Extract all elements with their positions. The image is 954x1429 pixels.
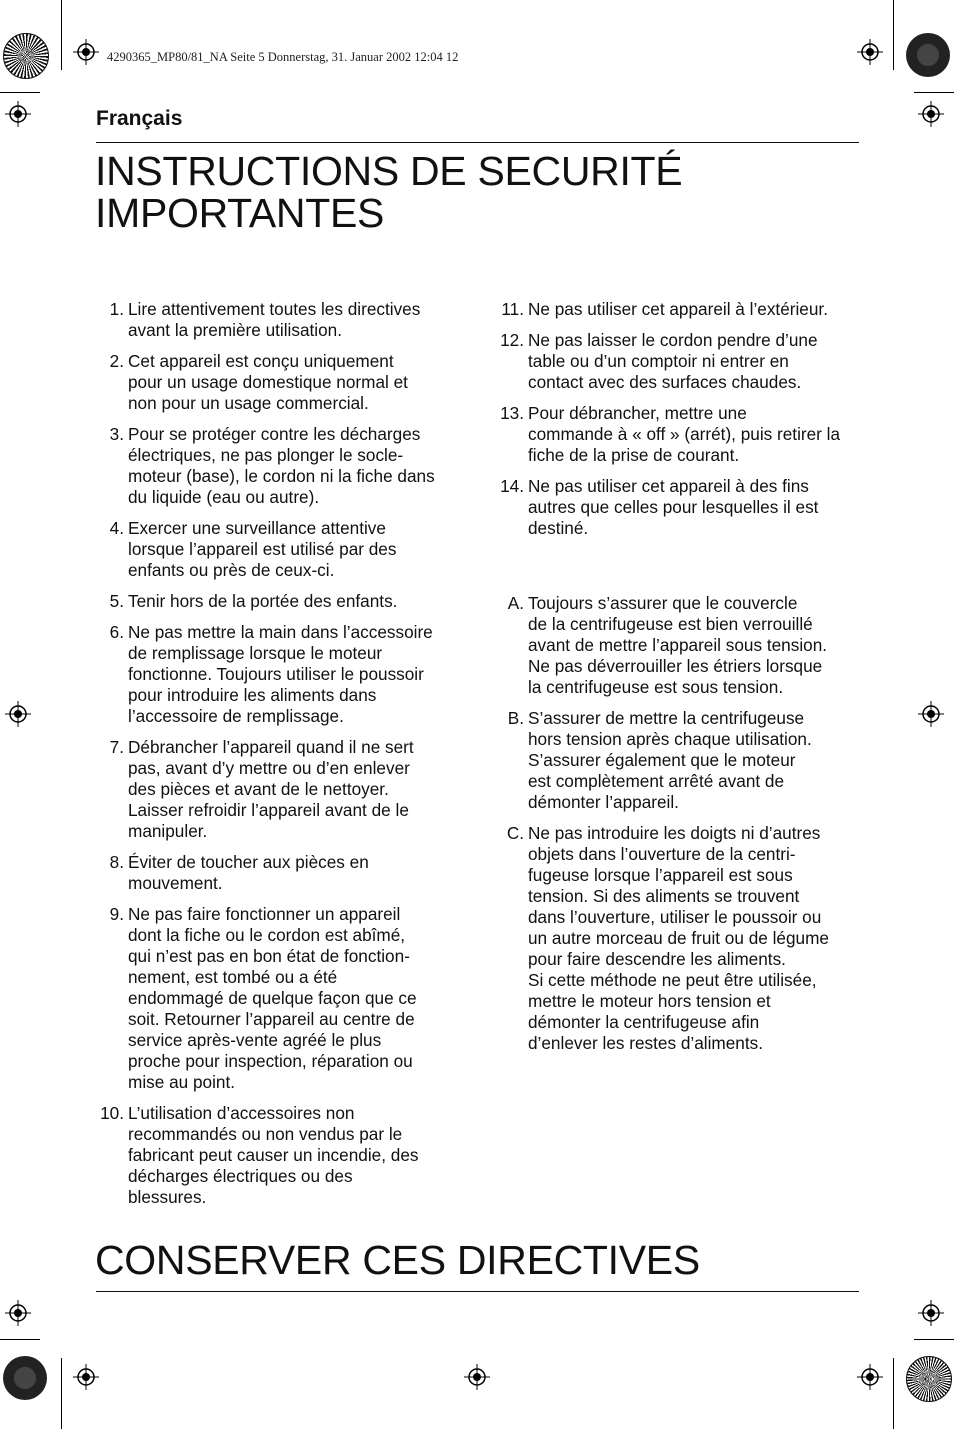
list-item [490,823,862,1054]
list-item [490,476,862,539]
item-letter: C. [506,823,524,843]
item-text: Éviter de toucher aux pièces en mouvement. [128,852,369,893]
registration-star-icon [3,33,49,79]
item-text: Pour débrancher, mettre une commande à « off » (arrét), puis retirer la fiche de la prise de courant. [528,403,841,465]
registration-crosshair-icon [5,1300,31,1326]
item-text: Exercer une surveillance attentive lorsque l’appareil est utilisé par des enfants ou près de ceux-ci. [128,518,397,580]
item-text: Lire attentivement toutes les directives avant la première utilisation. [128,299,421,340]
list-item [90,351,462,414]
print-slug: 4290365_MP80/81_NA Seite 5 Donnerstag, 31. Januar 2002 12:04 12 [107,50,459,64]
crop-line [0,1339,40,1340]
item-text: Ne pas faire fonctionner un appareil dont la fiche ou le cordon est abîmé, qui n’est pas en bon état de fonction- nement, est tombé ou a été endommagé de quelque façon que ce soit. Retourner l’appareil au centre de service après-vente agréé le plus proche pour inspection, réparation ou mise au point. [128,904,417,1092]
safety-list-right [490,299,862,549]
item-text: Ne pas utiliser cet appareil à des fins autres que celles pour lesquelles il est destiné. [528,476,819,538]
item-text: Ne pas utiliser cet appareil à l’extérieur. [528,299,828,319]
registration-crosshair-icon [5,101,31,127]
item-text: Ne pas laisser le cordon pendre d’une table ou d’un comptoir ni entrer en contact avec des surfaces chaudes. [528,330,818,392]
item-text: Cet appareil est conçu uniquement pour un usage domestique normal et non pour un usage commercial. [128,351,408,413]
item-number: 3. [109,424,124,444]
footer-title: CONSERVER CES DIRECTIVES [95,1237,700,1283]
page-title: INSTRUCTIONS DE SECURITÉ IMPORTANTES [95,148,683,236]
list-item [90,424,462,508]
registration-crosshair-icon [5,701,31,727]
item-number: 2. [109,351,124,371]
list-item [490,299,862,320]
item-text: Toujours s’assurer que le couvercle de la centrifugeuse est bien verrouillé avant de mettre l’appareil sous tension. Ne pas déverrouiller les étriers lorsque la centrifugeuse est sous tension. [528,593,828,697]
item-number: 12. [500,330,524,350]
item-text: Tenir hors de la portée des enfants. [128,591,398,611]
item-text: Ne pas introduire les doigts ni d’autres objets dans l’ouverture de la centri- fugeuse lorsque l’appareil est sous tension. Si des aliments se trouvent dans l’ouverture, utiliser le poussoir ou un autre morceau de fruit ou de légume pour faire descendre les aliments. Si cette méthode ne peut être utilisée, mettre le moteur hors tension et démonter la centrifugeuse afin d’enlever les restes d’aliments. [528,823,829,1053]
item-number: 6. [109,622,124,642]
juicer-safety-list [490,593,862,1064]
crop-line [914,92,954,93]
list-item [90,737,462,842]
registration-crosshair-icon [73,1364,99,1390]
registration-crosshair-icon [857,39,883,65]
list-item [90,622,462,727]
item-number: 9. [109,904,124,924]
crop-line [61,0,62,70]
item-number: 14. [500,476,524,496]
item-letter: A. [507,593,524,613]
crop-line [893,0,894,70]
registration-crosshair-icon [464,1364,490,1390]
density-target-icon [3,1356,47,1400]
registration-crosshair-icon [918,1300,944,1326]
item-number: 10. [100,1103,124,1123]
list-item [90,852,462,894]
density-target-icon [906,33,950,77]
item-number: 11. [501,299,524,319]
item-number: 7. [109,737,124,757]
list-item [490,593,862,698]
registration-crosshair-icon [918,101,944,127]
header-divider [96,142,859,143]
item-text: Ne pas mettre la main dans l’accessoire de remplissage lorsque le moteur fonctionne. Toujours utiliser le poussoir pour introduire les aliments dans l’accessoire de remplissage. [128,622,433,726]
crop-line [0,92,40,93]
item-text: L’utilisation d’accessoires non recommandés ou non vendus par le fabricant peut causer un incendie, des décharges électriques ou des blessures. [128,1103,419,1207]
list-item [490,330,862,393]
registration-crosshair-icon [857,1364,883,1390]
item-text: Débrancher l’appareil quand il ne sert pas, avant d’y mettre ou d’en enlever des pièces et avant de le nettoyer. Laisser refroidir l’appareil avant de le manipuler. [128,737,414,841]
registration-crosshair-icon [73,39,99,65]
item-number: 8. [109,852,124,872]
registration-crosshair-icon [918,701,944,727]
footer-divider [96,1291,859,1292]
list-item [490,708,862,813]
list-item [90,299,462,341]
safety-list-left [90,299,462,1218]
registration-star-icon [906,1356,952,1402]
item-letter: B. [507,708,524,728]
crop-line [914,1339,954,1340]
list-item [90,904,462,1093]
item-text: S’assurer de mettre la centrifugeuse hors tension après chaque utilisation. S’assurer également que le moteur est complètement arrêté avant de démonter l’appareil. [528,708,812,812]
item-number: 5. [109,591,124,611]
list-item [90,591,462,612]
crop-line [61,1358,62,1429]
crop-line [893,1358,894,1429]
item-number: 4. [109,518,124,538]
item-text: Pour se protéger contre les décharges électriques, ne pas plonger le socle- moteur (base), le cordon ni la fiche dans du liquide (eau ou autre). [128,424,435,507]
list-item [90,518,462,581]
language-label: Français [96,107,183,130]
item-number: 1. [109,299,124,319]
list-item [90,1103,462,1208]
item-number: 13. [500,403,524,423]
list-item [490,403,862,466]
